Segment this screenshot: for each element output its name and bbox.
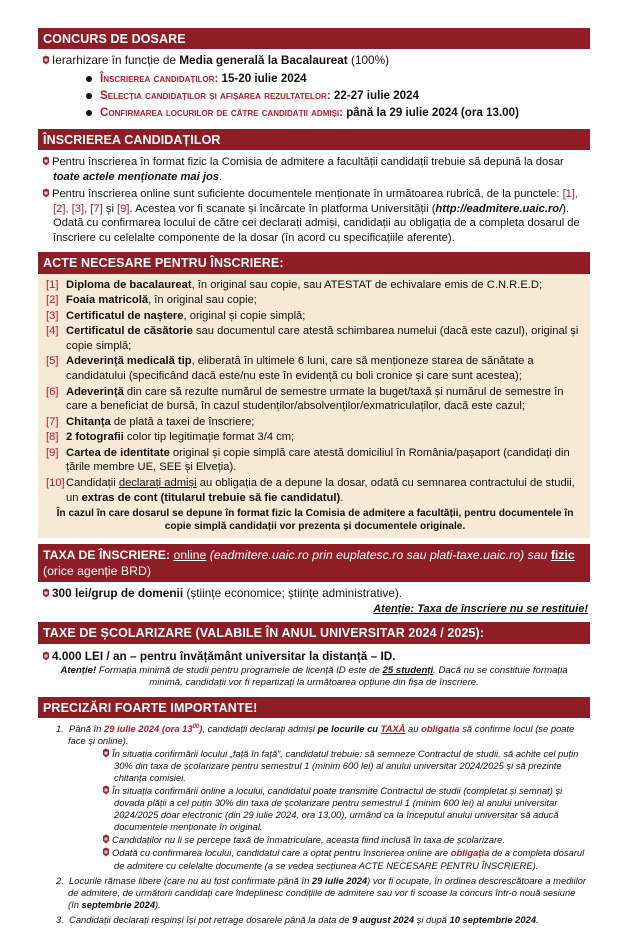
section-header-concurs: CONCURS DE DOSARE: [38, 28, 590, 49]
red-square-bullet-icon: [102, 847, 110, 857]
act-item-8: [46, 430, 584, 445]
ierarhizare-criterion: Media generală la Bacalaureat: [179, 53, 348, 68]
scolarizare-section: [38, 644, 590, 695]
acte-list: [38, 274, 590, 538]
act-title: Certificatul de naștere: [66, 309, 184, 322]
date-superscript: 00: [192, 724, 200, 731]
text: .: [340, 491, 344, 504]
act-number: [8]: [46, 431, 59, 444]
concurs-section: [38, 49, 590, 126]
red-square-bullet-icon: [42, 55, 50, 65]
text-emphasis: TAXĂ: [380, 723, 406, 735]
act-number: [9]: [46, 446, 59, 459]
act-title: Adeverință medicală tip: [66, 355, 192, 368]
document-reference: [9]: [117, 202, 130, 215]
inscriere-fizic-paragraph: [42, 155, 586, 184]
section-header-acte: ACTE NECESARE PENTRU ÎNSCRIERE:: [38, 252, 590, 273]
red-square-bullet-icon: [42, 588, 50, 598]
text: , candidații declarați admiși: [202, 723, 318, 735]
taxa-warning: Atenție: Taxa de înscriere nu se restituie!: [373, 603, 588, 616]
red-square-bullet-icon: [42, 156, 50, 166]
ierarhizare-percent: (100%): [347, 53, 390, 68]
text: Formația minimă de studii pentru programele de licență ID este de: [96, 664, 383, 676]
precizare-1-sub-2: [102, 785, 586, 833]
act-description: de plată a taxei de înscriere;: [110, 415, 255, 428]
precizare-1: [56, 723, 586, 747]
text-emphasis: toate actele menționate mai jos: [53, 170, 219, 183]
date-value: până la 29 iulie 2024 (ora 13.00): [343, 105, 519, 119]
act-description: original și copie simplă care atestă domiciliul în România/pașaport (candidați din țările membre UE, SEE și Elveția).: [66, 446, 570, 474]
text: .: [219, 170, 223, 183]
text-emphasis: 25 studenți: [382, 664, 434, 676]
scolarizare-fee: 4.000 LEI / an – pentru învățământ universitar la distanță – ID.: [52, 648, 396, 663]
precizare-1-sub-3: [102, 834, 586, 846]
date: 29 iulie 2024 (ora 13: [103, 723, 193, 735]
inscriere-online-paragraph: [42, 187, 586, 245]
text: Candidații declarați respinși își pot retrage dosarele până la data de: [69, 913, 353, 925]
text: Pentru înscrierea online sunt suficiente documentele menționate în următoarea rubrică, de la punctele:: [52, 188, 563, 201]
section-header-taxa: [38, 544, 590, 582]
precizare-1-sub-1: [102, 748, 586, 784]
date-label: Înscrierea candidaților:: [100, 71, 219, 85]
scolarizare-fee-line: [42, 649, 586, 664]
date-selectie: [86, 88, 586, 103]
act-description: din care să rezulte numărul de semestre urmate la buget/taxă și numărul de semestre în care a beneficiat de bursă, în cazul studenților/absolvenților/exmatriculaților, dacă este cazul;: [66, 385, 564, 413]
section-header-scolarizare: TAXE DE ȘCOLARIZARE (VALABILE ÎN ANUL UNIVERSITAR 2024 / 2025):: [38, 622, 590, 643]
act-title: Foaia matricolă: [66, 294, 149, 307]
act-title: Chitanța: [66, 415, 111, 428]
text: ) vor fi ocupate, în ordinea descrescătoare a mediilor de admitere, de următorii candidați care îndeplinesc condițiile de admitere sau vor fi scoase la concurs într-o nouă sesiune (în: [68, 874, 587, 910]
red-square-bullet-icon: [42, 188, 50, 198]
act-description: sau documentul care atestă schimbarea numelui (dacă este cazul), original și copie simplă;: [66, 325, 579, 352]
date: 9 august 2024: [352, 913, 415, 925]
text: Candidații: [66, 476, 119, 489]
act-title: extras de cont (titularul trebuie să fie candidatul): [81, 491, 341, 504]
act-number: [4]: [46, 325, 59, 338]
act-title: Adeverință: [66, 385, 124, 398]
text: (științe economice; științe administrative).: [183, 585, 403, 600]
act-item-9: [46, 446, 584, 475]
date: ): [199, 723, 203, 735]
list-number: 1.: [56, 723, 64, 735]
text: .: [536, 913, 539, 925]
date-label: Selecția candidaților și afișarea rezultatelor:: [100, 88, 331, 102]
text: Locurile rămase libere (care nu au fost confirmate până în: [69, 874, 312, 886]
act-description: , eliberată în ultimele 6 luni, care să menționeze starea de sănătate a candidatului (specificând dacă este/nu este în evidență cu boli cronice și care sunt acestea);: [66, 355, 534, 383]
text-emphasis: obligația: [450, 847, 490, 859]
text: de a completa dosarul de admitere cu celelalte documente (a se vedea secțiunea ACTE NECESARE PENTRU ÎNSCRIERE).: [114, 847, 585, 871]
text-underlined: online: [173, 547, 207, 562]
act-title: 2 fotografii: [66, 431, 124, 444]
text: ). Odată cu confirmarea locului de către cei declarați admiși, candidații au obligația de a completa dosarul de înscriere cu celelalte componente de la dosar (în acord cu specificațiile aferente).: [53, 202, 580, 244]
date-value: 22-27 iulie 2024: [330, 88, 420, 102]
text: au obligația de a depune la dosar, odată cu semnarea contractului de studii, un: [66, 476, 575, 504]
text: (eadmitere.uaic.ro prin euplatesc.ro sau plati-taxe.uaic.ro) sau: [206, 547, 551, 562]
date: 10 septembrie 2024: [449, 913, 537, 925]
text-underlined: fizic: [550, 547, 575, 562]
date: 29 iulie 2024: [311, 874, 368, 886]
inscriere-section: [38, 150, 590, 250]
taxa-section: [38, 582, 590, 618]
date-confirmare: [86, 105, 586, 120]
act-number: [2]: [46, 294, 59, 307]
precizari-list: [56, 723, 586, 926]
taxa-amount: 300 lei/grup de domenii: [52, 585, 184, 600]
text-emphasis: obligația: [421, 723, 460, 735]
text: Până în: [69, 723, 104, 735]
date-value: 15-20 iulie 2024: [218, 71, 307, 85]
list-number: 3.: [56, 913, 64, 925]
list-number: 2.: [56, 874, 64, 886]
act-item-3: [46, 309, 584, 324]
text: În situația confirmării locului „față în față”, candidatul trebuie: să semneze Contractul de studii, să achite cel puțin 30% din taxa de școlarizare pentru semestrul 1 (minim 600 lei) al anului universitar 2024/2025 și să prezinte chitanța comisiei.: [112, 748, 579, 784]
date-inscriere: [86, 71, 586, 86]
act-number: [1]: [46, 278, 59, 291]
act-item-5: [46, 354, 584, 383]
act-number: [5]: [46, 355, 59, 368]
scolarizare-note: [42, 665, 586, 690]
act-description: color tip legitimație format 3/4 cm;: [123, 431, 295, 444]
text: . Dacă nu se constituie formația minimă, candidații vor fi repartizați la următoarea opțiune din fișa de înscriere.: [149, 664, 568, 689]
act-item-1: [46, 278, 584, 293]
text-emphasis: Atenție!: [60, 664, 97, 676]
act-item-7: [46, 415, 584, 430]
precizare-2: [56, 875, 586, 911]
act-description: , original și copie simplă;: [183, 309, 306, 322]
text: (orice agenție BRD): [43, 564, 151, 579]
act-title: Cartea de identitate: [66, 446, 170, 459]
act-title: Certificatul de căsătorie: [66, 325, 193, 338]
text: și: [102, 202, 118, 215]
act-item-10: [46, 476, 584, 505]
text: TAXA DE ÎNSCRIERE:: [43, 547, 174, 562]
text: În situația confirmării online a locului, candidatul poate transmite Contractul de studii (completat și semnat) și dovada plății a cel puțin 30% din taxa de școlarizare pentru semestrul 1 (minim 600 lei) al anului universitar 2024/2025 doar electronic (din 29 iulie 2024, ora 13.00), urmând ca la începutul anului universitar să aducă documentele menționate în original.: [112, 785, 563, 833]
section-header-inscriere: ÎNSCRIEREA CANDIDAȚILOR: [38, 129, 590, 150]
text: ).: [155, 898, 161, 910]
precizari-section: [38, 718, 590, 930]
act-description: , în original sau copie, sau ATESTAT de echivalare emis de C.N.R.E.D;: [191, 278, 543, 291]
text: . Acestea vor fi scanate și încărcate în platforma Universității (: [129, 202, 436, 215]
text-underlined: declarați admiși: [118, 476, 197, 489]
text-emphasis: pe locurile cu: [317, 723, 381, 735]
red-square-bullet-icon: [102, 748, 110, 758]
act-number: [10]: [46, 476, 65, 489]
date-label: Confirmarea locurilor de către candidații admiși:: [100, 105, 343, 119]
text: Candidaților nu li se percepe taxă de înmatriculare, aceasta fiind inclusă în taxa de școlarizare.: [112, 834, 505, 846]
ierarhizare-prefix: Ierarhizare în funcție de: [52, 53, 180, 68]
text: Odată cu confirmarea locului, candidatul care a optat pentru înscrierea online are: [112, 847, 451, 859]
concurs-dates-list: [86, 71, 586, 120]
act-number: [3]: [46, 309, 59, 322]
text: au: [405, 723, 422, 735]
acte-original-note: În cazul în care dosarul se depune în format fizic la Comisia de admitere a facultății, pentru documentele în copie simplă candidații vor prezenta și documentele originale.: [56, 508, 574, 533]
act-item-4: [46, 324, 584, 353]
red-square-bullet-icon: [102, 785, 110, 795]
red-square-bullet-icon: [102, 834, 110, 844]
red-square-bullet-icon: [42, 651, 50, 661]
act-item-6: [46, 385, 584, 414]
act-description: , în original sau copie;: [148, 294, 257, 307]
precizare-3: [56, 914, 586, 926]
act-title: Diploma de bacalaureat: [66, 278, 192, 291]
section-header-precizari: PRECIZĂRI FOARTE IMPORTANTE!: [38, 697, 590, 718]
act-number: [7]: [46, 415, 59, 428]
act-item-2: [46, 293, 584, 308]
taxa-amount-line: [42, 586, 586, 601]
document-references: [1], [2], [3], [7]: [53, 188, 579, 215]
text: Pentru înscrierea în format fizic la Comisia de admitere a facultății candidații trebuie să depună la dosar: [52, 156, 564, 169]
precizare-1-sub-4: [102, 847, 586, 871]
eadmitere-link[interactable]: http://eadmitere.uaic.ro/: [435, 202, 563, 215]
act-number: [6]: [46, 385, 59, 398]
ierarhizare-line: [42, 53, 586, 68]
date: septembrie 2024: [81, 898, 156, 910]
text: și după: [414, 913, 450, 925]
text: să confirme locul (se poate face și online).: [68, 723, 575, 747]
